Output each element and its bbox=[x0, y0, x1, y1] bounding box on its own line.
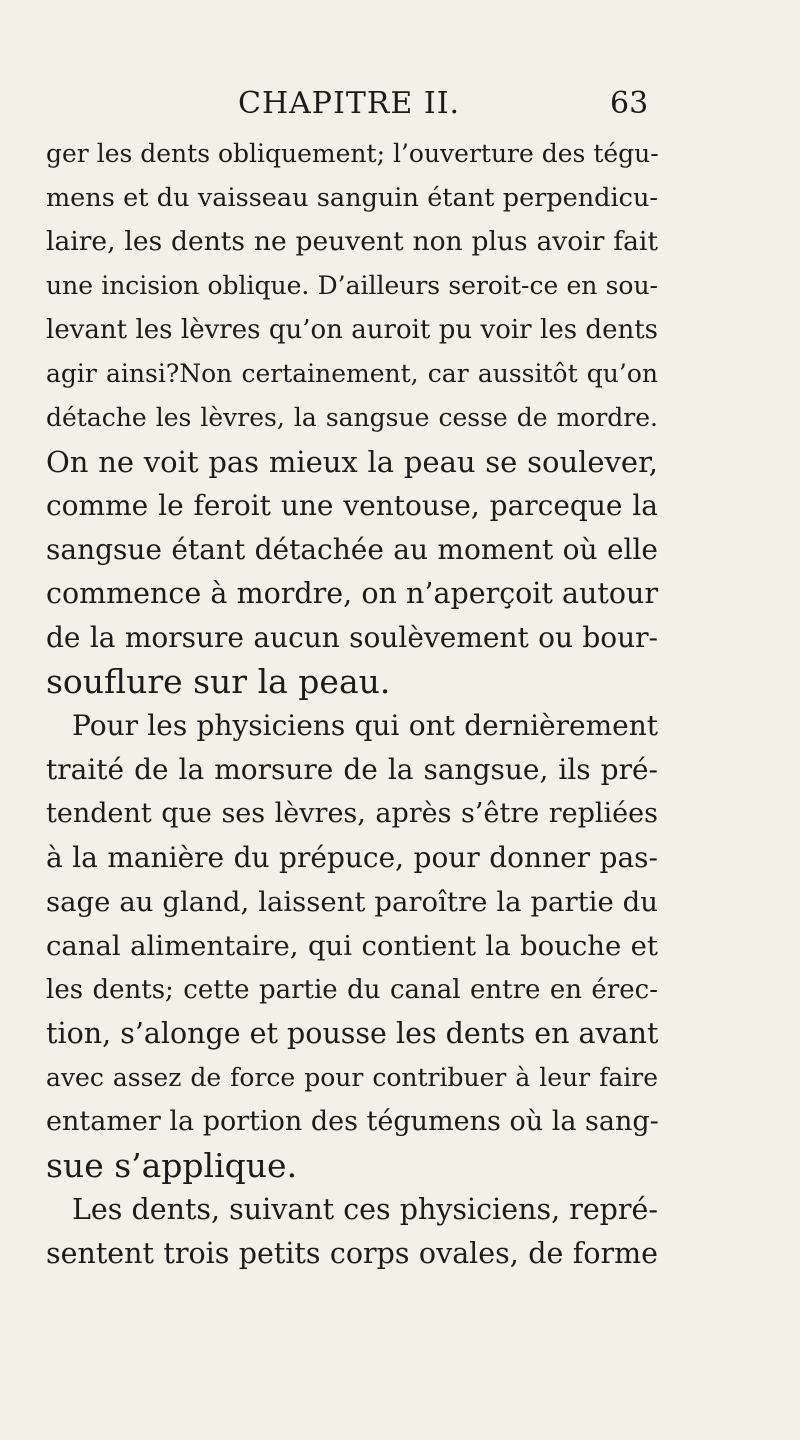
text-line: une incision oblique. D’ailleurs seroit-ce en sou- bbox=[46, 271, 658, 300]
text-line: avec assez de force pour contribuer à leur faire bbox=[46, 1063, 658, 1092]
text-line: agir ainsi?Non certainement, car aussitôt qu’on bbox=[46, 359, 658, 388]
text-line: sangsue étant détachée au moment où elle bbox=[46, 533, 658, 566]
text-line: les dents; cette partie du canal entre en érec- bbox=[46, 975, 658, 1005]
page-number: 63 bbox=[610, 86, 649, 121]
text-line: tendent que ses lèvres, après s’être repliées bbox=[46, 798, 658, 829]
text-line: Les dents, suivant ces physiciens, repré- bbox=[72, 1193, 659, 1226]
text-line: sue s’applique. bbox=[46, 1146, 298, 1185]
text-line: tion, s’alonge et pousse les dents en avant bbox=[46, 1017, 659, 1050]
text-line: mens et du vaisseau sanguin étant perpendicu- bbox=[46, 183, 658, 213]
text-line: comme le feroit une ventouse, parceque la bbox=[46, 489, 658, 522]
text-line: ger les dents obliquement; l’ouverture des tégu- bbox=[46, 139, 659, 168]
text-line: On ne voit pas mieux la peau se soulever, bbox=[46, 445, 658, 479]
running-head: CHAPITRE II. bbox=[238, 86, 461, 121]
text-line: détache les lèvres, la sangsue cesse de mordre. bbox=[46, 403, 658, 432]
text-line: canal alimentaire, qui contient la bouche et bbox=[46, 930, 658, 962]
text-line: à la manière du prépuce, pour donner pas- bbox=[46, 841, 658, 874]
text-line: souflure sur la peau. bbox=[46, 662, 391, 701]
text-line: de la morsure aucun soulèvement ou bour- bbox=[46, 621, 658, 654]
text-line: laire, les dents ne peuvent non plus avoir fait bbox=[46, 226, 658, 257]
text-line: commence à mordre, on n’aperçoit autour bbox=[46, 577, 658, 610]
text-line: sage au gland, laissent paroître la partie du bbox=[46, 886, 658, 918]
text-line: sentent trois petits corps ovales, de forme bbox=[46, 1237, 658, 1270]
text-line: levant les lèvres qu’on auroit pu voir les dents bbox=[46, 315, 658, 345]
text-line: Pour les physiciens qui ont dernièrement bbox=[72, 709, 658, 742]
page-header bbox=[0, 86, 800, 126]
text-line: entamer la portion des tégumens où la sang- bbox=[46, 1106, 659, 1137]
text-line: traité de la morsure de la sangsue, ils pré- bbox=[46, 753, 658, 786]
